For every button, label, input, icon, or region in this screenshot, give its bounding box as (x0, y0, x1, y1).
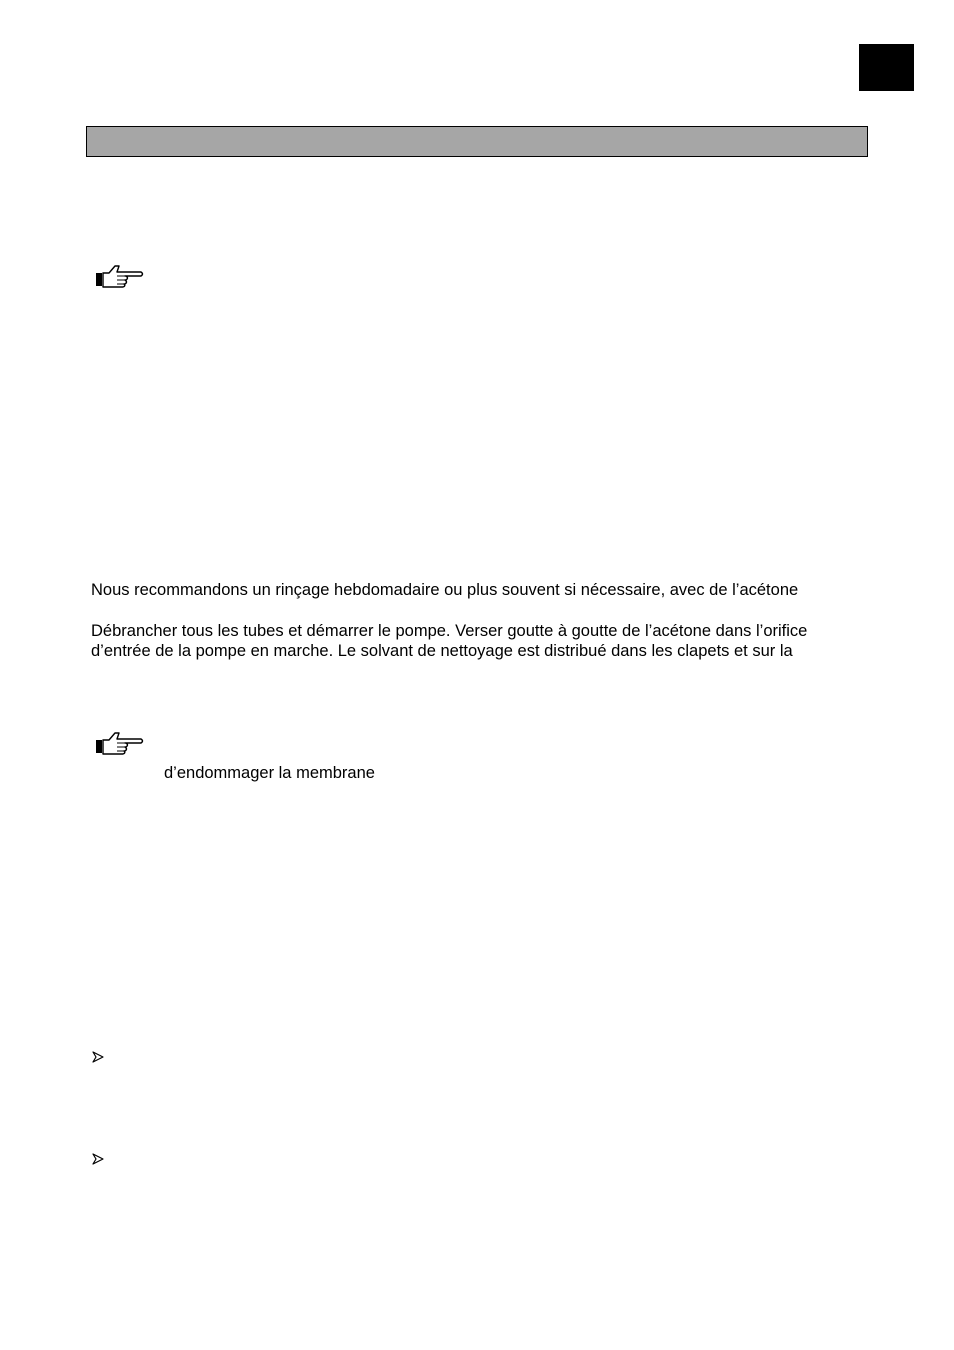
rinse-recommendation-text: Nous recommandons un rinçage hebdomadaire ou plus souvent si nécessaire, avec de l’acétone (91, 581, 799, 599)
arrowhead-bullet-icon (91, 1050, 105, 1064)
procedure-text-line-1: Débrancher tous les tubes et démarrer le pompe. Verser goutte à goutte de l’acétone dans l’orifice (91, 622, 808, 640)
pointing-hand-icon (95, 263, 145, 291)
page-corner-tab (859, 44, 914, 91)
procedure-text-line-2: d’entrée de la pompe en marche. Le solvant de nettoyage est distribué dans les clapets et sur la (91, 642, 793, 660)
note-continuation-text: d’endommager la membrane (164, 764, 375, 782)
arrowhead-bullet-icon (91, 1152, 105, 1166)
section-header-bar (86, 126, 868, 157)
pointing-hand-icon (95, 730, 145, 758)
